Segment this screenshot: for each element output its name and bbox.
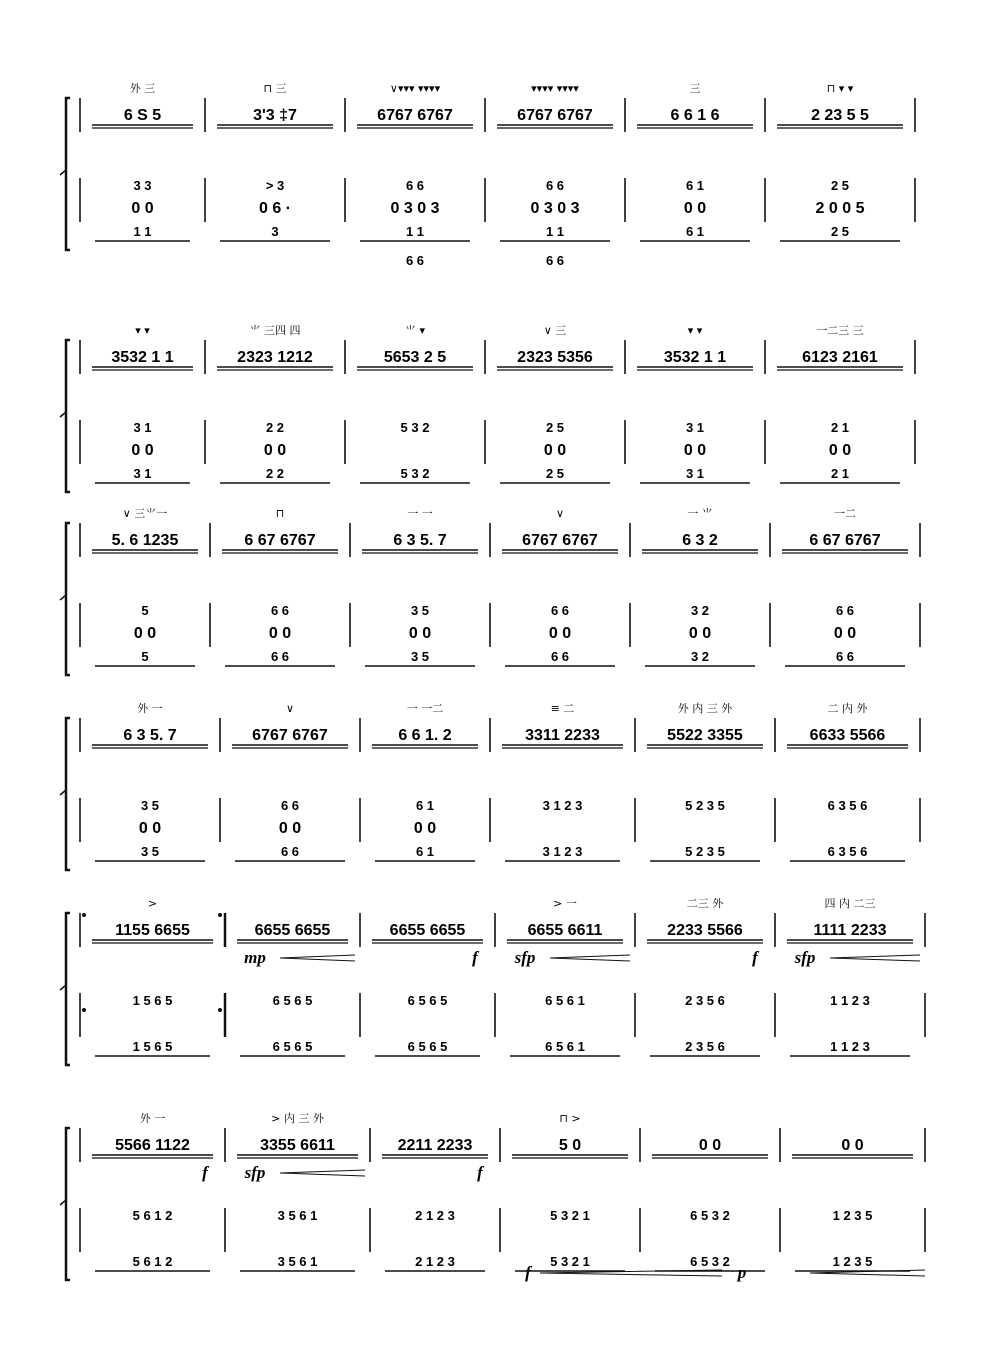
bowing-mark: 外 一 bbox=[139, 1112, 166, 1125]
lower-bottom-notes: 6 5 6 5 bbox=[272, 1039, 313, 1054]
octave-note: 6 6 bbox=[405, 253, 425, 268]
lower-mid-notes: 0 0 bbox=[413, 820, 437, 837]
lower-top-notes: 6 6 bbox=[405, 178, 425, 193]
dynamic-mark: mp bbox=[244, 948, 266, 967]
upper-measure: 6 6 1. 2 bbox=[398, 727, 452, 744]
lower-mid-notes: 0 0 bbox=[833, 625, 857, 642]
bowing-mark: > 一 bbox=[553, 897, 577, 910]
bowing-mark: 一二三 三 bbox=[816, 324, 864, 337]
lower-bottom-notes: 3 5 bbox=[410, 649, 430, 664]
lower-top-notes: 6 1 bbox=[685, 178, 705, 193]
lower-mid-notes: 0 3 0 3 bbox=[390, 200, 440, 217]
upper-measure: 3532 1 1 bbox=[111, 349, 174, 366]
lower-bottom-notes: 6 1 bbox=[685, 224, 705, 239]
bowing-mark: ∨▾▾▾ ▾▾▾▾ bbox=[389, 82, 441, 95]
dynamic-mark: sfp bbox=[514, 948, 536, 967]
lower-bottom-notes: 6 6 bbox=[835, 649, 855, 664]
lower-bottom-notes: 1 1 bbox=[133, 224, 152, 239]
lower-top-notes: 6 5 3 2 bbox=[690, 1208, 730, 1223]
dynamic-mark: f bbox=[477, 1163, 483, 1182]
upper-measure: 2323 1212 bbox=[237, 349, 313, 366]
lower-top-notes: 6 3 5 6 bbox=[827, 798, 868, 813]
lower-top-notes: 6 5 6 1 bbox=[545, 993, 585, 1008]
upper-measure: 6767 6767 bbox=[252, 727, 328, 744]
bowing-mark: 二三 外 bbox=[686, 897, 724, 910]
lower-bottom-notes: 6 5 6 5 bbox=[407, 1039, 448, 1054]
lower-mid-notes: 0 0 bbox=[683, 442, 707, 459]
lower-top-notes: 3 5 bbox=[140, 798, 160, 813]
lower-bottom-notes: 3 5 bbox=[140, 844, 160, 859]
upper-measure: 6 3 5. 7 bbox=[393, 532, 447, 549]
bowing-mark: 一 ⺌ bbox=[687, 507, 713, 520]
lower-mid-notes: 0 0 bbox=[688, 625, 712, 642]
lower-top-notes: 5 3 2 1 bbox=[550, 1208, 590, 1223]
bowing-mark: 二 内 外 bbox=[827, 702, 868, 715]
upper-measure: 6123 2161 bbox=[802, 349, 878, 366]
bowing-mark: ▾▾▾▾ ▾▾▾▾ bbox=[531, 82, 579, 95]
lower-bottom-notes: 3 1 bbox=[685, 466, 705, 481]
lower-mid-notes: 0 0 bbox=[543, 442, 567, 459]
lower-top-notes: > 3 bbox=[265, 178, 285, 193]
lower-bottom-notes: 6 6 bbox=[280, 844, 300, 859]
upper-measure: 6633 5566 bbox=[809, 727, 886, 744]
lower-bottom-notes: 5 3 2 bbox=[400, 466, 430, 481]
lower-mid-notes: 0 0 bbox=[828, 442, 852, 459]
lower-bottom-notes: 2 1 2 3 bbox=[415, 1254, 455, 1269]
bowing-mark: ⊓ bbox=[275, 507, 285, 520]
bowing-mark: ∨ 三⺌一 bbox=[122, 507, 168, 520]
lower-bottom-notes: 1 1 bbox=[405, 224, 425, 239]
lower-mid-notes: 0 0 bbox=[133, 625, 157, 642]
repeat-dot bbox=[82, 1008, 86, 1012]
lower-top-notes: 6 6 bbox=[270, 603, 290, 618]
lower-mid-notes: 0 0 bbox=[131, 200, 154, 217]
bowing-mark: ▾ ▾ bbox=[135, 324, 150, 337]
lower-mid-notes: 0 6 · bbox=[258, 200, 292, 217]
lower-top-notes: 3 3 bbox=[133, 178, 152, 193]
lower-mid-notes: 0 0 bbox=[138, 820, 162, 837]
lower-bottom-notes: 3 5 6 1 bbox=[277, 1254, 318, 1269]
upper-measure: 6 S 5 bbox=[123, 107, 162, 124]
lower-top-notes: 1 5 6 5 bbox=[132, 993, 173, 1008]
upper-measure: 6767 6767 bbox=[522, 532, 598, 549]
lower-bottom-notes: 2 2 bbox=[265, 466, 285, 481]
lower-bottom-notes: 5 3 2 1 bbox=[550, 1254, 590, 1269]
upper-measure: 6767 6767 bbox=[377, 107, 453, 124]
upper-measure: 6 67 6767 bbox=[244, 532, 316, 549]
system-5 bbox=[60, 896, 925, 1065]
upper-measure: 6 3 5. 7 bbox=[123, 727, 177, 744]
lower-bottom-notes: 6 1 bbox=[415, 844, 435, 859]
upper-measure: 2233 5566 bbox=[667, 922, 743, 939]
bowing-mark: 一 一 bbox=[407, 507, 433, 520]
hairpin bbox=[550, 955, 630, 961]
lower-top-notes: 6 6 bbox=[835, 603, 855, 618]
bowing-mark: ⊓ 三 bbox=[263, 82, 287, 95]
lower-mid-notes: 0 0 bbox=[131, 442, 154, 459]
bowing-mark: ⊓ > bbox=[559, 1112, 581, 1125]
hairpin bbox=[280, 955, 355, 961]
system-bracket bbox=[66, 913, 70, 1065]
system-bracket bbox=[66, 523, 70, 675]
bowing-mark: ∨ bbox=[555, 507, 565, 520]
system-4 bbox=[60, 701, 920, 870]
dynamic-mark: f bbox=[752, 948, 758, 967]
bowing-mark: ⺌ 三四 四 bbox=[249, 324, 301, 337]
lower-bottom-notes: 6 3 5 6 bbox=[827, 844, 868, 859]
lower-mid-notes: 0 0 bbox=[548, 625, 572, 642]
repeat-dot bbox=[82, 913, 86, 917]
upper-measure: 3532 1 1 bbox=[663, 349, 727, 366]
dynamic-mark: f bbox=[202, 1163, 208, 1182]
lower-bottom-notes: 3 bbox=[271, 224, 279, 239]
system-6 bbox=[60, 1111, 925, 1282]
bowing-mark: 外 内 三 外 bbox=[677, 702, 733, 715]
system-2 bbox=[60, 323, 915, 492]
hairpin bbox=[830, 955, 920, 961]
lower-top-notes: 6 5 6 5 bbox=[407, 993, 448, 1008]
lower-bottom-notes: 3 2 bbox=[690, 649, 710, 664]
upper-measure: 6 67 6767 bbox=[809, 532, 881, 549]
lower-bottom-notes: 1 1 bbox=[545, 224, 565, 239]
upper-measure: 5566 1122 bbox=[115, 1137, 190, 1154]
upper-measure: 3355 6611 bbox=[260, 1137, 335, 1154]
upper-measure: 6655 6655 bbox=[389, 922, 466, 939]
lower-mid-notes: 0 0 bbox=[268, 625, 292, 642]
lower-top-notes: 5 6 1 2 bbox=[132, 1208, 173, 1223]
lower-bottom-notes: 5 2 3 5 bbox=[685, 844, 725, 859]
lower-bottom-notes: 6 6 bbox=[550, 649, 570, 664]
lower-top-notes: 3 1 2 3 bbox=[542, 798, 583, 813]
lower-top-notes: 1 2 3 5 bbox=[832, 1208, 873, 1223]
bowing-mark: 一 一二 bbox=[406, 702, 444, 715]
repeat-dot bbox=[218, 1008, 222, 1012]
lower-top-notes: 6 6 bbox=[545, 178, 565, 193]
lower-top-notes: 2 5 bbox=[830, 178, 850, 193]
lower-top-notes: 5 bbox=[141, 603, 149, 618]
upper-measure: 6655 6655 bbox=[254, 922, 331, 939]
upper-measure: 0 0 bbox=[698, 1137, 722, 1154]
upper-measure: 6767 6767 bbox=[517, 107, 593, 124]
upper-measure: 2211 2233 bbox=[397, 1137, 473, 1154]
upper-measure: 6655 6611 bbox=[527, 922, 603, 939]
dynamic-mark: f bbox=[472, 948, 478, 967]
upper-measure: 3'3 ‡7 bbox=[253, 107, 297, 124]
lower-top-notes: 3 2 bbox=[690, 603, 710, 618]
lower-top-notes: 2 1 bbox=[830, 420, 850, 435]
lower-top-notes: 3 1 bbox=[685, 420, 705, 435]
upper-measure: 5522 3355 bbox=[667, 727, 743, 744]
octave-note: 6 6 bbox=[545, 253, 565, 268]
lower-bottom-notes: 1 1 2 3 bbox=[830, 1039, 870, 1054]
lower-top-notes: 6 6 bbox=[280, 798, 300, 813]
upper-measure: 2 23 5 5 bbox=[811, 107, 869, 124]
dynamic-mark: f bbox=[525, 1263, 531, 1282]
upper-measure: 3311 2233 bbox=[525, 727, 600, 744]
bowing-mark: 外 三 bbox=[129, 82, 156, 95]
bowing-mark: ≡ 二 bbox=[550, 702, 575, 715]
system-bracket bbox=[66, 718, 70, 870]
system-bracket bbox=[66, 98, 70, 250]
lower-top-notes: 2 2 bbox=[265, 420, 285, 435]
lower-top-notes: 6 5 6 5 bbox=[272, 993, 313, 1008]
upper-measure: 1155 6655 bbox=[115, 922, 190, 939]
lower-mid-notes: 0 3 0 3 bbox=[530, 200, 580, 217]
lower-bottom-notes: 2 1 bbox=[830, 466, 850, 481]
lower-mid-notes: 0 0 bbox=[683, 200, 707, 217]
upper-measure: 5. 6 1235 bbox=[111, 532, 179, 549]
dynamic-mark: p bbox=[737, 1263, 747, 1282]
system-bracket bbox=[66, 1128, 70, 1280]
lower-bottom-notes: 2 5 bbox=[830, 224, 850, 239]
upper-measure: 6 3 2 bbox=[682, 532, 718, 549]
hairpin bbox=[280, 1170, 365, 1176]
bowing-mark: > 内 三 外 bbox=[271, 1112, 324, 1125]
bowing-mark: 外 一 bbox=[137, 702, 163, 715]
bowing-mark: ∨ bbox=[285, 702, 295, 715]
lower-bottom-notes: 2 3 5 6 bbox=[685, 1039, 725, 1054]
bowing-mark: ∨ 三 bbox=[543, 324, 567, 337]
upper-measure: 5 0 bbox=[558, 1137, 582, 1154]
lower-bottom-notes: 5 6 1 2 bbox=[132, 1254, 173, 1269]
system-1 bbox=[60, 81, 915, 268]
lower-bottom-notes: 3 1 bbox=[133, 466, 152, 481]
lower-top-notes: 6 1 bbox=[415, 798, 435, 813]
upper-measure: 1111 2233 bbox=[813, 922, 887, 939]
upper-measure: 2323 5356 bbox=[517, 349, 593, 366]
repeat-dot bbox=[218, 913, 222, 917]
lower-top-notes: 3 5 6 1 bbox=[277, 1208, 318, 1223]
upper-measure: 5653 2 5 bbox=[383, 349, 447, 366]
bowing-mark: > bbox=[147, 897, 158, 910]
lower-mid-notes: 0 0 bbox=[408, 625, 432, 642]
lower-top-notes: 6 6 bbox=[550, 603, 570, 618]
lower-mid-notes: 0 0 bbox=[263, 442, 287, 459]
system-bracket bbox=[66, 340, 70, 492]
lower-bottom-notes: 5 bbox=[141, 649, 149, 664]
lower-bottom-notes: 6 5 3 2 bbox=[690, 1254, 730, 1269]
bowing-mark: 四 内 二三 bbox=[824, 897, 876, 910]
bowing-mark: ⺌ ▾ bbox=[404, 324, 426, 337]
lower-top-notes: 1 1 2 3 bbox=[830, 993, 870, 1008]
lower-top-notes: 3 1 bbox=[133, 420, 152, 435]
lower-bottom-notes: 1 2 3 5 bbox=[832, 1254, 873, 1269]
bowing-mark: ▾ ▾ bbox=[687, 324, 703, 337]
lower-bottom-notes: 6 5 6 1 bbox=[545, 1039, 585, 1054]
bowing-mark: ⊓ ▾ ▾ bbox=[826, 82, 854, 95]
lower-top-notes: 5 3 2 bbox=[400, 420, 430, 435]
lower-top-notes: 3 5 bbox=[410, 603, 430, 618]
lower-mid-notes: 0 0 bbox=[278, 820, 302, 837]
dynamic-mark: sfp bbox=[794, 948, 816, 967]
bowing-mark: 三 bbox=[689, 82, 701, 95]
lower-bottom-notes: 6 6 bbox=[270, 649, 290, 664]
lower-mid-notes: 2 0 0 5 bbox=[815, 200, 865, 217]
upper-measure: 0 0 bbox=[841, 1137, 864, 1154]
lower-bottom-notes: 1 5 6 5 bbox=[132, 1039, 173, 1054]
lower-bottom-notes: 2 5 bbox=[545, 466, 565, 481]
lower-top-notes: 2 1 2 3 bbox=[415, 1208, 455, 1223]
lower-bottom-notes: 3 1 2 3 bbox=[542, 844, 583, 859]
upper-measure: 6 6 1 6 bbox=[670, 107, 720, 124]
lower-top-notes: 2 5 bbox=[545, 420, 565, 435]
dynamic-mark: sfp bbox=[244, 1163, 266, 1182]
bowing-mark: 一二 bbox=[834, 507, 856, 520]
lower-top-notes: 2 3 5 6 bbox=[685, 993, 725, 1008]
system-3 bbox=[60, 506, 920, 675]
lower-top-notes: 5 2 3 5 bbox=[685, 798, 725, 813]
